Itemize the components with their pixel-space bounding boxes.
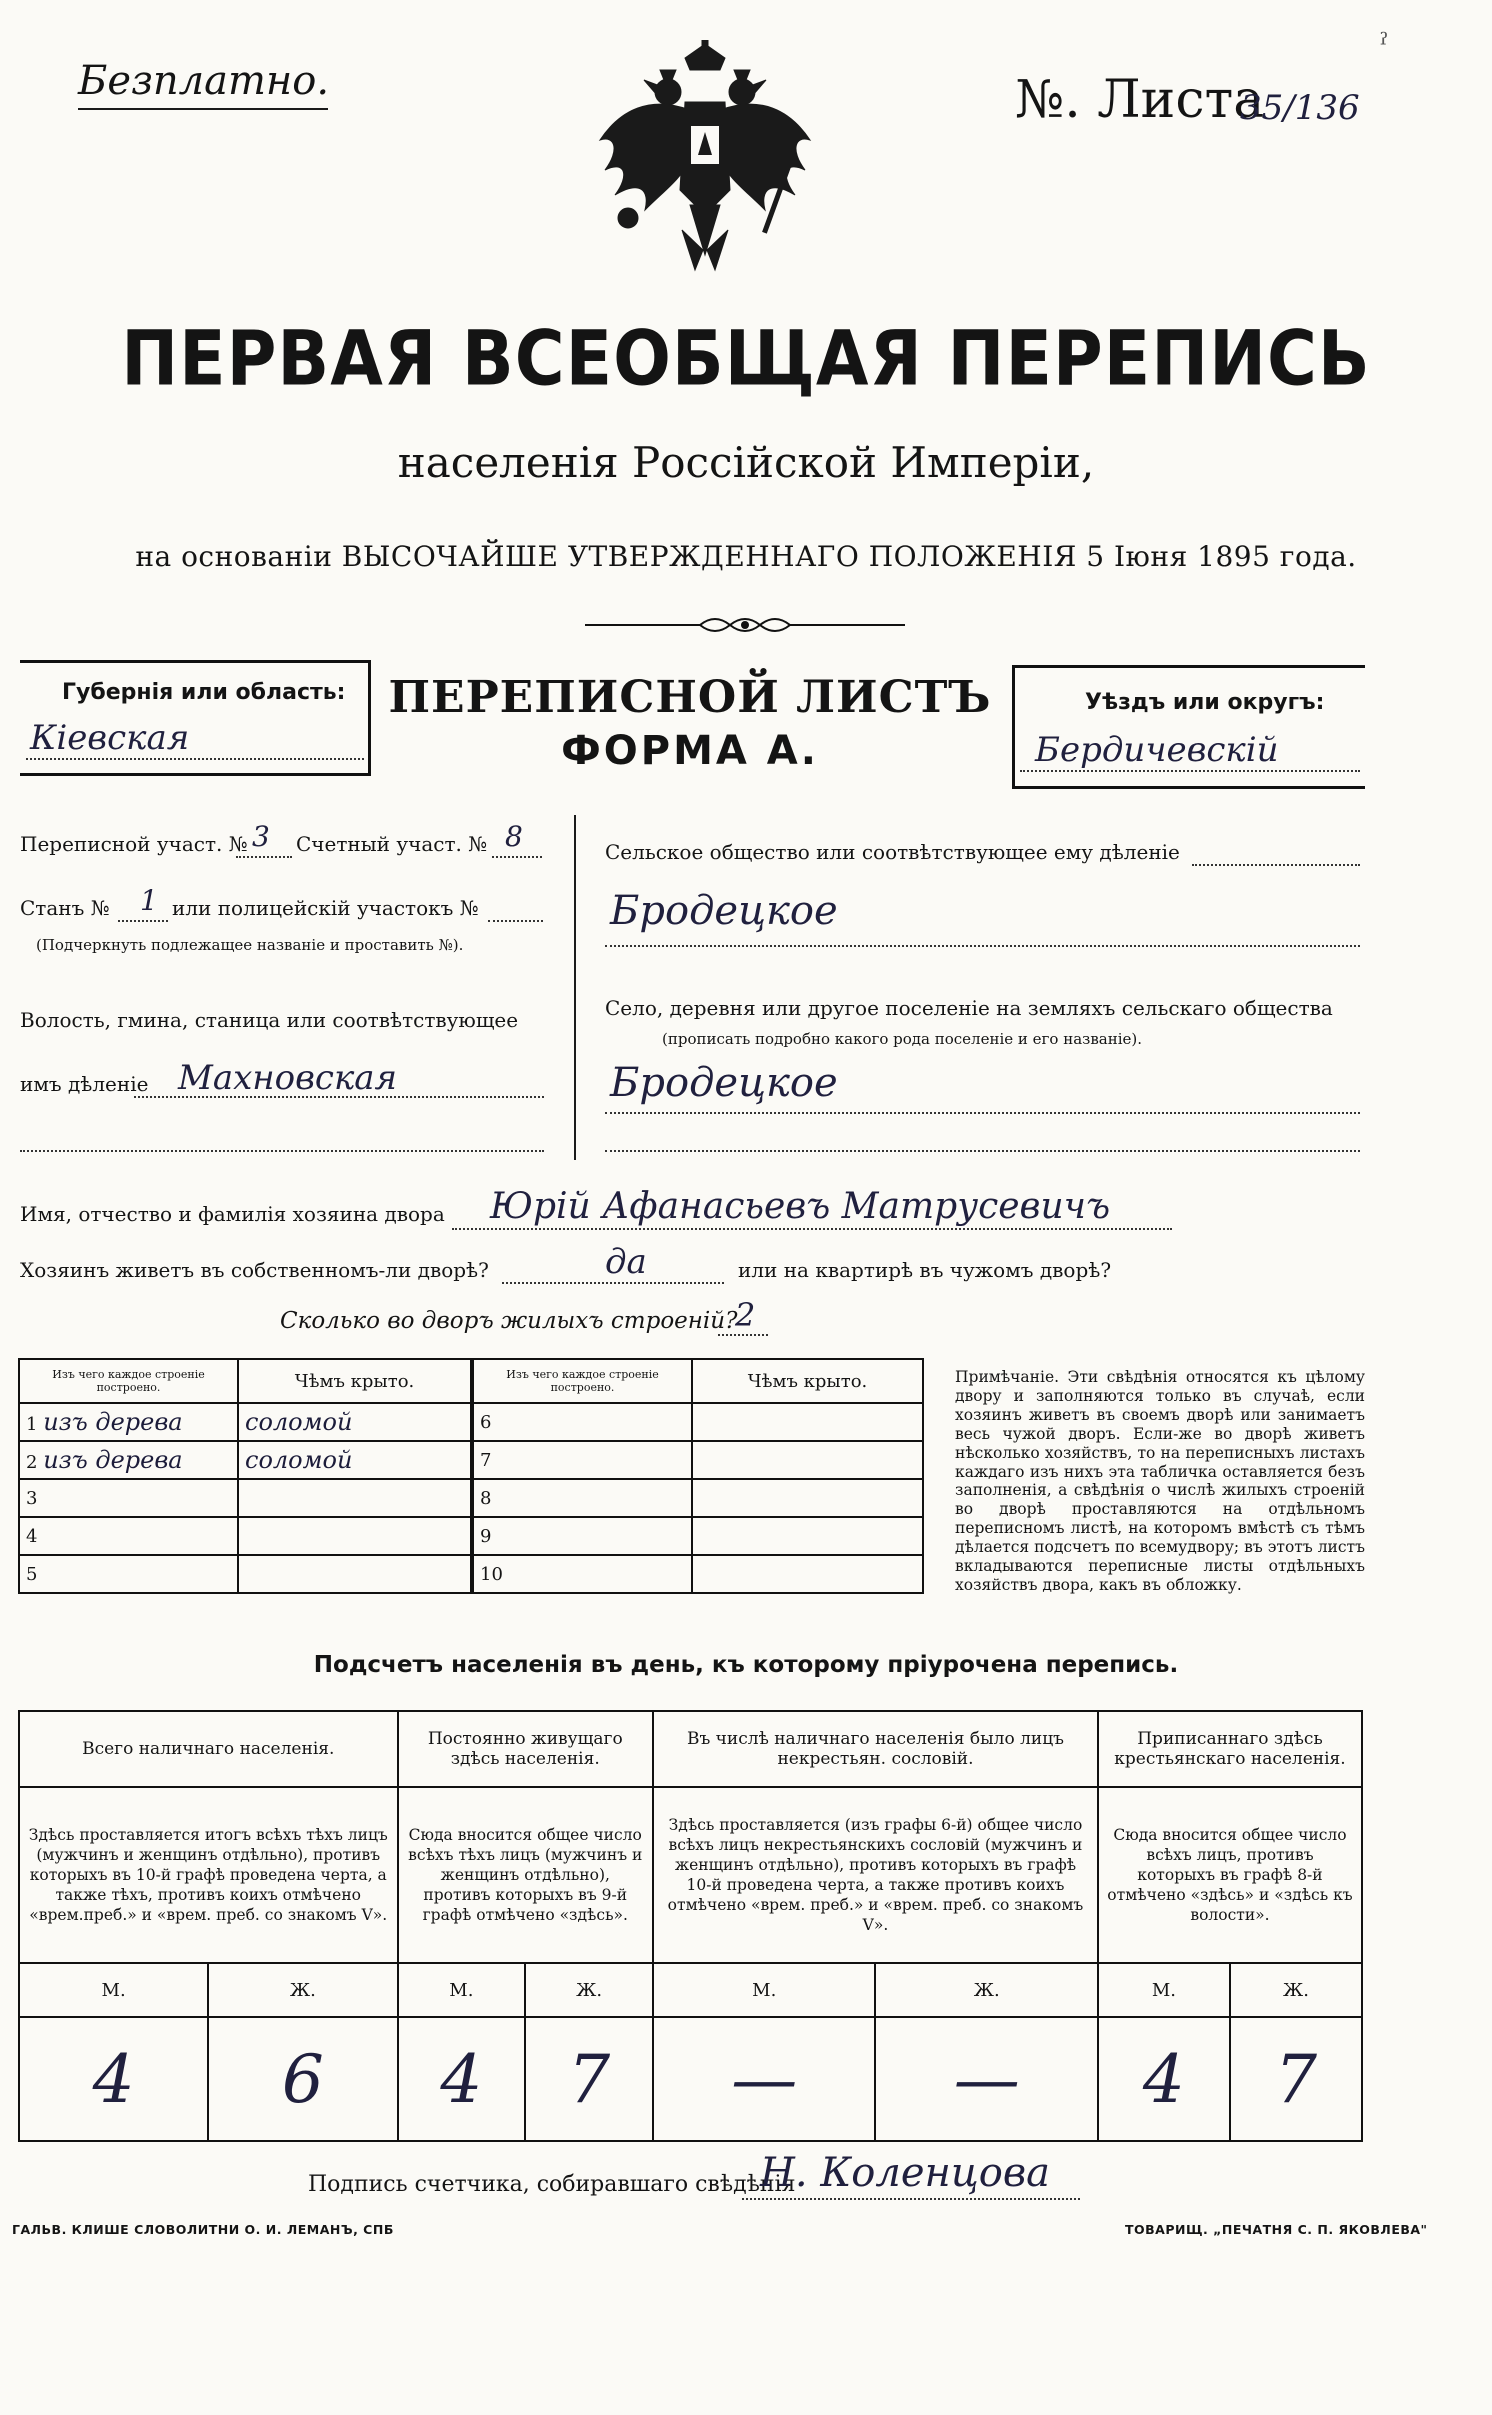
buildings-table-left [18,1358,472,1594]
table-row: 6 [473,1403,923,1441]
stan-note: (Подчеркнуть подлежащее названіе и проставить №). [36,936,464,954]
census-area-label: Переписной участ. № [20,832,248,856]
total-female-value[interactable]: 6 [208,2017,397,2141]
stan-value[interactable]: 1 [140,884,158,917]
count-desc-registered: Сюда вносится общее число всѣхъ лицъ, противъ которыхъ въ графѣ 8-й отмѣчено «здѣсь» и «здѣсь къ волости». [1098,1787,1362,1963]
count-title: Подсчетъ населенія въ день, къ которому пріурочена перепись. [313,1652,1179,1678]
province-label: Губернія или область: [62,680,346,705]
table-row: 9 [473,1517,923,1555]
village-value[interactable]: Бродецкое [610,1060,838,1106]
material-cell[interactable]: изъ дерева [43,1408,183,1436]
table-row: 4 [19,1517,471,1555]
female-label: Ж. [875,1963,1097,2017]
male-label: М. [398,1963,526,2017]
census-area-value[interactable]: 3 [252,820,270,853]
legal-basis: на основаніи ВЫСОЧАЙШЕ УТВЕРЖДЕННАГО ПОЛОЖЕНІЯ 5 Іюня 1895 года. [135,540,1357,573]
form-main-title: ПЕРВАЯ ВСЕОБЩАЯ ПЕРЕПИСЬ [121,315,1371,404]
stan-label: Станъ № [20,896,110,920]
owner-own-yard-value[interactable]: да [605,1242,647,1282]
non-peasant-male-value[interactable]: — [653,2017,875,2141]
table-row: 3 [19,1479,471,1517]
female-label: Ж. [525,1963,653,2017]
roof-cell[interactable]: соломой [245,1408,353,1436]
police-label: или полицейскій участокъ № [172,896,479,920]
permanent-female-value[interactable]: 7 [525,2017,653,2141]
count-desc-total: Здѣсь проставляется итогъ всѣхъ тѣхъ лицъ (мужчинъ и женщинъ отдѣльно), противъ которыхъ въ 10-й графѣ проведена черта, а также тѣхъ, противъ коихъ отмѣчено «врем.преб.» и «врем. преб. со знакомъ V». [19,1787,398,1963]
total-male-value[interactable]: 4 [19,2017,208,2141]
material-header: Изъ чего каждое строеніе построено. [473,1359,692,1403]
count-header-total: Всего наличнаго населенія. [19,1711,398,1787]
sheet-number-value: 35/136 [1240,88,1360,128]
registered-female-value[interactable]: 7 [1230,2017,1362,2141]
table-row: 2 изъ дерева соломой [19,1441,471,1479]
form-sheet-title: ПЕРЕПИСНОЙ ЛИСТЪ [388,672,992,723]
corner-mark: ˀ [1380,28,1389,63]
buildings-table-right [472,1358,924,1594]
material-header: Изъ чего каждое строеніе построено. [19,1359,238,1403]
non-peasant-female-value[interactable]: — [875,2017,1097,2141]
ornament-divider [580,610,910,640]
table-row: 5 [19,1555,471,1593]
registered-male-value[interactable]: 4 [1098,2017,1230,2141]
count-header-registered: Приписаннаго здѣсь крестьянскаго населенія. [1098,1711,1362,1787]
village-label: Село, деревня или другое поселеніе на земляхъ сельскаго общества [605,996,1333,1020]
volost-label-2: имъ дѣленіе [20,1072,149,1096]
printer-imprint-left: ГАЛЬВ. КЛИШЕ СЛОВОЛИТНИ О. И. ЛЕМАНЪ, СПБ [12,2222,394,2237]
table-row: 1 изъ дерева соломой [19,1403,471,1441]
volost-label: Волость, гмина, станица или соотвѣтствующее [20,1008,519,1032]
male-label: М. [1098,1963,1230,2017]
female-label: Ж. [1230,1963,1362,2017]
free-label: Безплатно. [78,58,330,104]
signature-value[interactable]: Н. Коленцова [760,2150,1050,2196]
table-row: 7 [473,1441,923,1479]
province-value[interactable]: Кіевская [30,718,190,758]
free-underline [78,108,328,110]
counting-area-label: Счетный участ. № [296,832,488,856]
table-row: 10 [473,1555,923,1593]
village-note: (прописать подробно какого рода поселеніе и его названіе). [662,1030,1142,1048]
society-label: Сельское общество или соотвѣтствующее ему дѣленіе [605,840,1180,864]
material-cell[interactable]: изъ дерева [43,1446,183,1474]
female-label: Ж. [208,1963,397,2017]
society-value[interactable]: Бродецкое [610,888,838,934]
uezd-value[interactable]: Бердичевскій [1035,730,1279,770]
vertical-divider [574,815,576,1160]
owner-name-label: Имя, отчество и фамилія хозяина двора [20,1202,445,1226]
printer-imprint-right: ТОВАРИЩ. „ПЕЧАТНЯ С. П. ЯКОВЛЕВА" [1125,2222,1428,2237]
owner-name-value[interactable]: Юрій Афанасьевъ Матрусевичъ [490,1186,1111,1227]
permanent-male-value[interactable]: 4 [398,2017,526,2141]
count-header-permanent: Постоянно живущаго здѣсь населенія. [398,1711,654,1787]
count-header-non-peasant: Въ числѣ наличнаго населенія было лицъ некрестьян. сословій. [653,1711,1098,1787]
counting-area-value[interactable]: 8 [505,820,523,853]
count-desc-permanent: Сюда вносится общее число всѣхъ тѣхъ лицъ (мужчинъ и женщинъ отдѣльно), противъ которыхъ въ 9-й графѣ отмѣчено «здѣсь». [398,1787,654,1963]
table-row: 8 [473,1479,923,1517]
owner-own-yard-label: Хозяинъ живетъ въ собственномъ-ли дворѣ? [20,1258,489,1282]
male-label: М. [19,1963,208,2017]
roof-cell[interactable]: соломой [245,1446,353,1474]
owner-rent-label: или на квартирѣ въ чужомъ дворѣ? [738,1258,1112,1282]
double-headed-eagle-icon [590,40,820,285]
volost-value[interactable]: Махновская [178,1058,398,1098]
buildings-note: Примѣчаніе. Эти свѣдѣнія относятся къ цѣлому двору и заполняются только въ случаѣ, если хозяинъ живетъ въ своемъ дворѣ или занимаетъ весь чужой дворъ. Если-же во дворѣ живетъ нѣсколько хозяйствъ, то на переписныхъ листахъ каждаго изъ нихъ эта табличка оставляется безъ заполненія, а свѣдѣнія о числѣ жилыхъ строеній во дворѣ проставляются на отдѣльномъ переписномъ листѣ, на которомъ вмѣстѣ съ тѣмъ дѣлается подсчетъ по всемудвору; въ этотъ листъ вкладываются переписные листы отдѣльныхъ хозяйствъ двора, какъ въ обложку. [955,1368,1365,1594]
count-desc-non-peasant: Здѣсь проставляется (изъ графы 6-й) общее число всѣхъ лицъ некрестьянскихъ сословій (мужчинъ и женщинъ отдѣльно), противъ которыхъ въ графѣ 10-й проведена черта, а также противъ коихъ отмѣчено «врем. преб.» и «врем. преб. со знакомъ V». [653,1787,1098,1963]
roof-header: Чѣмъ крыто. [238,1359,471,1403]
dwellings-value[interactable]: 2 [735,1296,756,1334]
population-count-table [18,1710,1363,2142]
uezd-label: Уѣздъ или округъ: [1085,690,1325,715]
sheet-number-label: №. Листа [1015,70,1265,130]
signature-label: Подпись счетчика, собиравшаго свѣдѣнія [308,2172,796,2197]
form-subtitle: населенія Россійской Имперіи, [397,438,1095,487]
dwellings-label: Сколько во дворъ жилыхъ строеній? [280,1308,738,1334]
male-label: М. [653,1963,875,2017]
form-sheet-subtitle: ФОРМА А. [561,728,819,774]
roof-header: Чѣмъ крыто. [692,1359,923,1403]
